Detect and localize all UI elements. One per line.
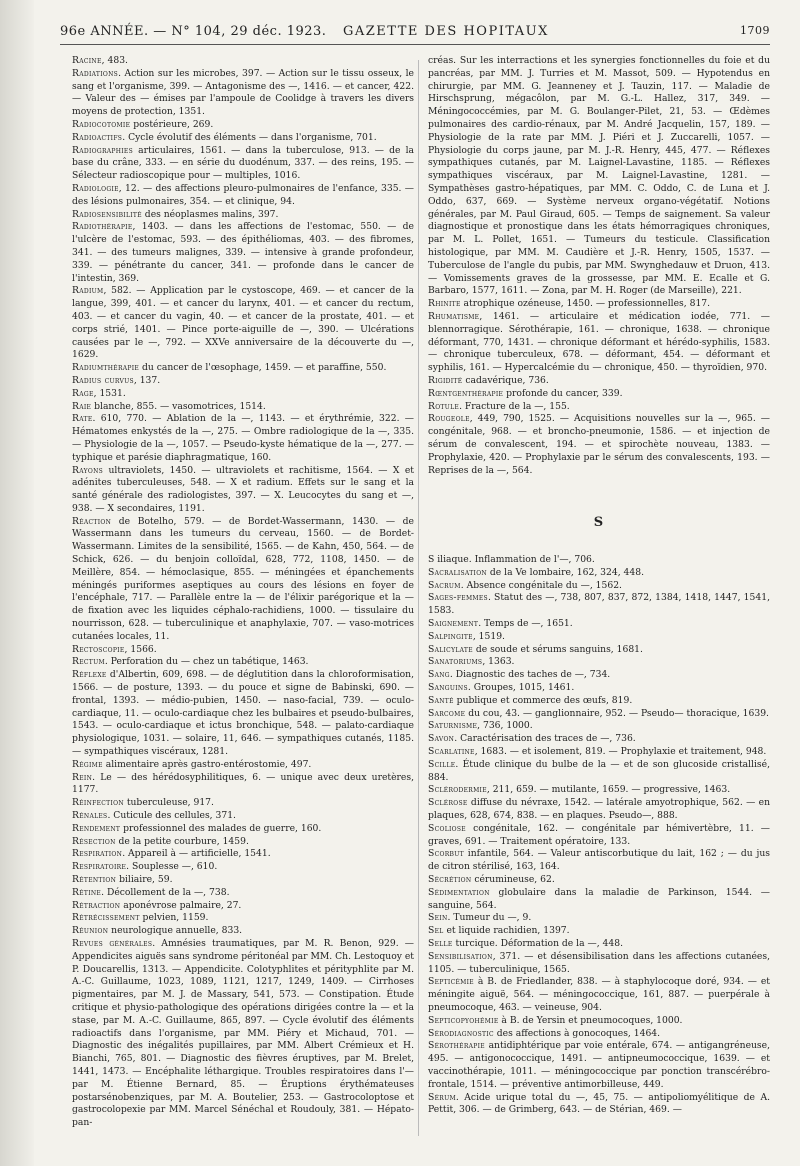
entry-text: des affections à gonocoques, 1464. xyxy=(493,1027,661,1039)
entry-text: à B. de Friedlander, 838. — à staphylocoque doré, 934. — et méningite aiguë, 564. — méningococcique, 161, 887. — puerpérale à pneumocoque, 463. — veineuse, 904. xyxy=(428,976,770,1013)
entry-text: . Étude clinique du bulbe de la — et de son glucoside cristallisé, 884. xyxy=(428,758,770,783)
entry-headword: Réinfection xyxy=(72,797,124,809)
entry-headword: Radiosensibilité xyxy=(72,208,142,220)
page-header xyxy=(60,20,770,42)
index-entry xyxy=(72,938,414,1130)
entry-headword: Scille xyxy=(428,758,456,770)
entry-text: créas. Sur les interractions et les synergies fonctionnelles du foie et du pancréas, par MM. J. Turries et M. Massot, 509. — Hypotendus en chirurgie, par MM. G. Jeanneney et J. Tauzin, 117. — Maladie de Hirschsprung, mégacôlon, par M. G.-L. Hallez, 317, 349. — Méningococcémies, par M. G. Boulanger-Pilet, 21, 53. — Œdèmes pulmonaires des cardio-rénaux, par M. André Jacquelin, 157, 189. — Physiologie de la rate par MM. J. Piéri et J. Zuccarelli, 1057. — Physiologie du corps jaune, par M. J.-R. Henry, 445, 477. — Réflexes sympathiques cutanés, par M. Laignel-Lavastine, 1185. — Réflexes sympathiques viscéraux, par M. Laignel-Lavastine, 1281. — Sympathèses gastro-hépatiques, par MM. C. Oddo, C. de Luna et J. Oddo, 637, 669. — Système nerveux organo-végétatif. Notions générales, par M. Paul Giraud, 605. — Temps de saignement. Sa valeur diagnostique et pronostique dans les états hémorragiques chroniques, par M. L. Pollet, 1651. — Tumeurs du testicule. Classification histologique, par MM. M. Caudière et J.-R. Henry, 1505, 1537. — Tuberculose de l'angle du pubis, par MM. Swynghedauw et Druon, 413. — Vomissements graves de la grossesse, par MM. E. Ecalle et G. Barbaro, 1577, 1611. — Zona, par M. H. Roger (de Marseille), 221. xyxy=(428,55,770,297)
entry-headword: Septicopyohémie xyxy=(428,1014,499,1026)
index-entry xyxy=(72,644,414,657)
entry-text: . Appareil à — artificielle, 1541. xyxy=(122,848,271,860)
entry-headword: Réflexe xyxy=(72,669,107,681)
entry-headword: Sacralisation xyxy=(428,566,487,578)
entry-headword: Rétraction xyxy=(72,899,121,911)
index-entry xyxy=(72,874,414,887)
entry-headword: Rectum xyxy=(72,656,105,668)
entry-text: , 1363. xyxy=(482,656,515,668)
entry-text: atrophique ozéneuse, 1450. — professionnelles, 817. xyxy=(460,298,711,310)
entry-headword: Scorbut xyxy=(428,848,464,860)
index-entry xyxy=(428,874,770,887)
index-entry xyxy=(428,848,770,874)
index-entry xyxy=(72,656,414,669)
index-entry xyxy=(428,695,770,708)
header-rule xyxy=(60,44,770,45)
index-entry xyxy=(72,861,414,874)
entry-text: d'Albertin, 609, 698. — de déglutition dans la chloroformisation, 1566. — de posture, 1393. — du pouce et signe de Babinski, 690. — frontal, 1393. — médio-pubien, 1450. — naso-facial, 739. — oculo-cardiaque, 11. — oculo-cardiaque chez les bulbaires et pseudo-bulbaires, 1543. — oculo-cardiaque et ictus bronchique, 548. — palato-cardiaque physiologique, 1031. — solaire, 11, 646. — sympathiques cutanés, 1185. — sympathiques viscéraux, 1281. xyxy=(72,669,414,758)
index-entry xyxy=(428,554,770,567)
index-entry xyxy=(428,784,770,797)
entry-text: du cou, 43. — ganglionnaire, 952. — Pseudo— thoracique, 1639. xyxy=(465,707,769,719)
entry-headword: Saturnisme xyxy=(428,720,478,732)
entry-headword: Rétrécissement xyxy=(72,912,140,924)
entry-text: . Caractérisation des traces de —, 736. xyxy=(454,733,636,745)
entry-text: turcique. Déformation de la —, 448. xyxy=(452,938,623,949)
entry-text: . 610, 770. — Ablation de la —, 1143. — et érythrémie, 322. — Hématomes enkystés de la —, 275. — Ombre radiologique de la —, 335. — Physiologie de la —, 1057. — Pseudo-kyste hématique de la —, 277. — typhique et parésie diaphragmatique, 160. xyxy=(72,413,414,463)
index-entry xyxy=(428,1092,770,1118)
entry-headword: Rétention xyxy=(72,874,117,885)
entry-text: . Perforation du — chez un tabétique, 1463. xyxy=(104,656,309,668)
index-entry xyxy=(72,55,414,68)
index-entry xyxy=(428,375,770,388)
entry-headword: Scoliose xyxy=(428,822,466,834)
entry-headword: Sanatoriums xyxy=(428,656,483,668)
entry-text: de Botelho, 579. — de Bordet-Wassermann, 1430. — de Wassermann dans les tumeurs du cerveau, 1560. — de Bordet-Wassermann. Limites de la sensibilité, 1565. — de Kahn, 450, 564. — de Schick, 626. — du benjoin colloïdal, 628, 772, 1108, 1450. — de Meillère, 854. — hémoclasique, 855. — méningées et épanchements méningés puriformes aseptiques au cours des lésions en foyer de l'encéphale, 717. — Parallèle entre la — de l'élixir parégorique et la — de fixation avec les liquides céphalo-rachidiens, 1000. — tissulaire du nourrisson, 628. — tuberculinique et anaphylaxie, 707. — vaso-motrices cutanées locales, 11. xyxy=(72,515,414,642)
entry-text: . Acide urique total du —, 45, 75. — antipoliomyélitique de A. Pettit, 306. — de Grimberg, 643. — de Stérian, 469. — xyxy=(428,1091,770,1116)
entry-headword: Sérum xyxy=(428,1091,456,1103)
entry-headword: Rœntgenthérapie xyxy=(428,387,504,399)
entry-text: . Temps de —, 1651. xyxy=(478,618,573,630)
entry-text: diffuse du névraxe, 1542. — latérale amyotrophique, 562. — en plaques, 628, 674, 838. — en plaques. Pseudo—, 888. xyxy=(428,797,770,822)
column-divider xyxy=(418,60,419,1136)
entry-text: aponévrose palmaire, 27. xyxy=(120,899,242,911)
entry-headword: Rougeole xyxy=(428,413,470,425)
entry-headword: Rendement xyxy=(72,822,121,834)
index-entry xyxy=(72,810,414,823)
entry-headword: Sacrum xyxy=(428,579,461,591)
entry-text: , 1403. — dans les affections de l'estomac, 550. — de l'ulcère de l'estomac, 593. — des épithéliomas, 403. — des fibromes, 341. — des tumeurs malignes, 339. — intensive à grande profondeur, 339. — pénétrante du cancer, 341. — profonde dans le cancer de l'intestin, 369. xyxy=(72,221,414,284)
entry-text: , 137. xyxy=(133,374,161,386)
index-entry xyxy=(72,465,414,516)
entry-text: articulaires, 1561. — dans la tuberculose, 913. — de la base du crâne, 333. — en série du duodénum, 337. — des reins, 195. — Sélecteur radioscopique pour — multiples, 1016. xyxy=(72,144,414,182)
index-entry xyxy=(72,516,414,644)
index-entry xyxy=(72,772,414,798)
entry-text: cadavérique, 736. xyxy=(462,374,549,386)
entry-text: . Statut des —, 738, 807, 837, 872, 1384, 1418, 1447, 1541, 1583. xyxy=(428,592,770,617)
entry-headword: Sclérodermie xyxy=(428,784,487,796)
issue-line: 96e ANNÉE. — N° 104, 29 déc. 1923. xyxy=(60,24,327,39)
entry-headword: Rate xyxy=(72,413,93,425)
entry-headword: Septicémie xyxy=(428,976,474,988)
entry-headword: Rayons xyxy=(72,464,104,476)
entry-headword: Respiration xyxy=(72,848,123,860)
entry-headword: Selle xyxy=(428,938,453,949)
index-entry xyxy=(72,413,414,464)
index-entry xyxy=(428,388,770,401)
entry-headword: Sang xyxy=(428,669,450,681)
entry-headword: Respiratoire xyxy=(72,861,127,873)
entry-text: . Absence congénitale du —, 1562. xyxy=(460,579,622,591)
entry-text: , 371. — et désensibilisation dans les affections cutanées, 1105. — tuberculinique, 1565. xyxy=(428,950,770,975)
index-entry xyxy=(72,375,414,388)
entry-text: tuberculeuse, 917. xyxy=(123,797,214,809)
index-entry xyxy=(428,682,770,695)
entry-text: biliaire, 59. xyxy=(116,874,173,885)
index-entry xyxy=(428,656,770,669)
entry-headword: Sein xyxy=(428,912,448,924)
index-entry xyxy=(72,221,414,285)
index-entry xyxy=(72,900,414,913)
index-entry xyxy=(72,887,414,900)
entry-headword: Rénales xyxy=(72,810,108,822)
entry-text: , 582. — Application par le cystoscope, 469. — et cancer de la langue, 399, 401. — et cancer du larynx, 401. — et cancer du rectum, 403. — et cancer du vagin, 40. — et cancer de la prostate, 401. — et corps strié, 1401. — Pince porte-aiguille de —, 390. — Ulcérations causées par le —, 792. — XXVe anniversaire de la découverte du —, 1629. xyxy=(72,285,414,361)
index-entry xyxy=(428,976,770,1014)
index-entry xyxy=(428,708,770,721)
index-entry xyxy=(428,746,770,759)
index-entry xyxy=(428,823,770,849)
index-entry xyxy=(72,912,414,925)
index-entry xyxy=(72,759,414,772)
entry-headword: Savon xyxy=(428,733,455,745)
entry-text: , 1461. — articulaire et médication iodée, 771. — blennorragique. Sérothérapie, 161. — chronique, 1638. — chronique déformant, 770, 1431. — chronique déformant et hérédo-syphilis, 1583. — chronique tuberculeux, 678. — déformant, 454. — déformant et syphilis, 161. — Hypercalcémie du — chronique, 450. — thyroïdien, 970. xyxy=(428,310,770,374)
entry-headword: Rhinite xyxy=(428,298,461,310)
index-entry xyxy=(72,401,414,414)
entry-headword: Radiothérapie xyxy=(72,221,133,233)
index-entry xyxy=(72,925,414,938)
entry-text: , 12. — des affections pleuro-pulmonaires de l'enfance, 335. — des lésions pulmonaires, 354. — et clinique, 94. xyxy=(72,182,414,207)
entry-text: , 1519. xyxy=(472,630,505,642)
index-entry xyxy=(428,55,770,298)
index-entry xyxy=(72,823,414,836)
entry-headword: Réaction xyxy=(72,515,112,527)
entry-headword: Rein xyxy=(72,771,93,783)
entry-text: , 736, 1000. xyxy=(477,720,533,732)
entry-headword: Rétine xyxy=(72,886,102,898)
index-entry xyxy=(428,759,770,785)
index-entry xyxy=(428,669,770,682)
entry-headword: Santé xyxy=(428,694,454,706)
entry-text: . Cycle évolutif des éléments — dans l'organisme, 701. xyxy=(122,131,377,143)
entry-text: , 1531. xyxy=(93,387,126,399)
entry-text: et liquide rachidien, 1397. xyxy=(443,925,570,937)
index-entry xyxy=(72,183,414,209)
index-entry xyxy=(428,912,770,925)
index-entry xyxy=(428,567,770,580)
entry-text: publique et commerce des œufs, 819. xyxy=(453,694,633,706)
entry-headword: Racine xyxy=(72,55,102,66)
entry-text: de la petite courbure, 1459. xyxy=(115,835,249,847)
entry-headword: Scarlatine xyxy=(428,746,475,758)
index-entry xyxy=(72,669,414,759)
entry-text: ultraviolets, 1450. — ultraviolets et rachitisme, 1564. — X et adénites tuberculeuses, 548. — X et radium. Effets sur le sang et la santé générale des radiologistes, 397. — X. Leucocytes du sang et —, 938. — X secondaires, 1191. xyxy=(72,464,414,514)
index-entry xyxy=(428,887,770,913)
entry-text: pelvien, 1159. xyxy=(139,912,209,924)
index-entry xyxy=(72,119,414,132)
entry-headword: Réunion xyxy=(72,925,109,937)
entry-text: alimentaire après gastro-entérostomie, 497. xyxy=(102,758,312,770)
entry-headword: Salpingite xyxy=(428,630,473,642)
entry-headword: Radiographies xyxy=(72,144,134,156)
index-entry xyxy=(428,592,770,618)
entry-text: à B. de Yersin et pneumocoques, 1000. xyxy=(498,1014,683,1026)
index-entry xyxy=(72,132,414,145)
entry-text: cérumineuse, 62. xyxy=(471,874,555,886)
entry-headword: Radium xyxy=(72,285,104,297)
entry-text: du cancer de l'œsophage, 1459. — et paraffine, 550. xyxy=(139,362,387,374)
index-entry xyxy=(72,209,414,222)
index-entry xyxy=(428,298,770,311)
entry-text: . Le — des hérédosyphilitiques, 6. — unique avec deux uretères, 1177. xyxy=(72,771,414,796)
entry-headword: Radiologie xyxy=(72,182,119,194)
entry-text: professionnel des malades de guerre, 160. xyxy=(120,822,322,834)
entry-headword: Saignement xyxy=(428,618,479,630)
entry-headword: Radiumthérapie xyxy=(72,362,140,374)
s-entries xyxy=(428,554,770,1117)
index-entry xyxy=(428,925,770,938)
index-entry xyxy=(428,951,770,977)
entry-headword: Sarcome xyxy=(428,707,466,719)
entry-text: blanche, 855. — vasomotrices, 1514. xyxy=(91,400,266,412)
entry-headword: Rectoscopie xyxy=(72,643,125,655)
entry-headword: Sclérose xyxy=(428,797,468,809)
entry-headword: Radiocotomie xyxy=(72,118,131,130)
entry-text: . Fracture de la —, 155. xyxy=(459,400,570,412)
entry-text: . Groupes, 1015, 1461. xyxy=(467,682,575,694)
entry-text: . Tumeur du —, 9. xyxy=(447,912,532,924)
index-entry xyxy=(428,413,770,477)
entry-text: infantile, 564. — Valeur antiscorbutique du lait, 162 ; — du jus de citron stérilisé, 163, 164. xyxy=(428,848,770,873)
index-entry xyxy=(428,618,770,631)
entry-text: des néoplasmes malins, 397. xyxy=(141,208,279,220)
section-letter: S xyxy=(593,515,605,531)
entry-text: globulaire dans la maladie de Parkinson, 1544. — sanguine, 564. xyxy=(428,886,770,911)
index-entry xyxy=(428,644,770,657)
entry-headword: Rigidité xyxy=(428,374,463,386)
r-entries-continued xyxy=(428,55,770,477)
index-entry xyxy=(428,733,770,746)
entry-text: . Cuticule des cellules, 371. xyxy=(107,810,236,822)
entry-headword: Sédimentation xyxy=(428,886,490,898)
index-entry xyxy=(428,631,770,644)
entry-text: de soude et sérums sanguins, 1681. xyxy=(472,643,643,655)
index-entry xyxy=(428,311,770,375)
entry-text: , 449, 790, 1525. — Acquisitions nouvelles sur la —, 965. — congénitale, 968. — et broncho-pneumonie, 1586. — et injection de sérum de convalescent, 194. — et spirochète nouveau, 1383. — Prophylaxie, 420. — Prophylaxie par le sérum des convalescents, 193. — Reprises de la —, 564. xyxy=(428,413,770,476)
index-entry xyxy=(72,145,414,183)
entry-headword: Rhumatisme xyxy=(428,310,480,322)
entry-headword: Rage xyxy=(72,387,94,399)
entry-headword: Sensibilisation xyxy=(428,950,493,962)
entry-text: profonde du cancer, 339. xyxy=(503,387,623,399)
entry-text: congénitale, 162. — congénitale par hémivertèbre, 11. — graves, 691. — Traitement opératoire, 133. xyxy=(428,822,770,847)
left-column xyxy=(72,55,414,1130)
entry-headword: Rotule xyxy=(428,400,460,412)
index-entry xyxy=(72,285,414,362)
index-entry xyxy=(72,836,414,849)
entry-text: de la Ve lombaire, 162, 324, 448. xyxy=(486,566,644,578)
index-entry xyxy=(72,68,414,119)
entry-headword: Raie xyxy=(72,400,92,412)
entry-text: , 483. xyxy=(101,55,128,66)
index-entry xyxy=(428,1040,770,1091)
entry-text: neurologique annuelle, 833. xyxy=(108,925,243,937)
journal-title: GAZETTE DES HOPITAUX xyxy=(343,24,549,39)
entry-text: S iliaque. Inflammation de l'—, 706. xyxy=(428,554,595,566)
entry-headword: Sages-femmes xyxy=(428,592,488,604)
index-entry xyxy=(72,848,414,861)
entry-headword: Revues générales xyxy=(72,937,153,949)
index-entry xyxy=(428,720,770,733)
entry-text: . Action sur les microbes, 397. — Action sur le tissu osseux, le sang et l'organisme, 399. — Antagonisme des —, 1416. — et cancer, 422. — Valeur des — émises par l'ampoule de Coolidge à travers les divers moyens de protection, 1351. xyxy=(72,67,414,118)
index-entry xyxy=(428,580,770,593)
entry-text: . Diagnostic des taches de —, 734. xyxy=(449,669,611,681)
entry-text: , 211, 659. — mutilante, 1659. — progressive, 1463. xyxy=(486,784,731,796)
entry-text: . Décollement de la —, 738. xyxy=(101,886,230,898)
entry-text: , 1566. xyxy=(124,643,157,655)
scan-edge xyxy=(0,0,34,1166)
entry-headword: Radioactifs xyxy=(72,131,123,143)
entry-headword: Radiations xyxy=(72,67,119,79)
index-entry xyxy=(428,401,770,414)
index-entry xyxy=(428,1015,770,1028)
entry-text: , 1683. — et isolement, 819. — Prophylaxie et traitement, 948. xyxy=(474,746,767,758)
index-entry xyxy=(72,388,414,401)
entry-headword: Sérothérapie xyxy=(428,1040,485,1052)
page-number: 1709 xyxy=(740,24,770,37)
entry-headword: Sel xyxy=(428,925,444,937)
right-column xyxy=(428,55,770,1117)
entry-text: . Amnésies traumatiques, par M. R. Benon, 929. — Appendicites aiguës sans syndrome péritonéal par MM. Ch. Lestoquoy et P. Doucarellis, 1313. — Appendicite. Colotyphlites et pérityphlite par M. A.-C. Guillaume, 1023, 1089, 1121, 1217, 1249, 1409. — Cirrhoses pigmentaires, par M. J. de Massary, 541, 573. — Constipation. Étude critique et physio-pathologique des opérations dirigées contre la — et la stase, par M. A.-C. Guillaume, 865, 897. — Cycle évolutif des éléments radioactifs dans l'organisme, par MM. Piéry et Michaud, 701. — Diagnostic des inégalités pupillaires, par MM. Albert Crémieux et H. Bianchi, 765, 801. — Diagnostic des fièvres éruptives, par M. Brelet, 1441, 1473. — Encéphalite léthargique. Troubles respiratoires dans l'— par M. Étienne Bernard, 85. — Éruptions érythémateuses postarsénobenziques, par M. A. Boutelier, 253. — Gastrocoloptose et gastrocolopexie par MM. Marcel Sénéchal et Roudouly, 381. — Hépato-pan- xyxy=(72,937,414,1129)
entry-text: antidiphtérique par voie entérale, 674. — antigangréneuse, 495. — antigonococcique, 1491. — antipneumococcique, 1639. — et vaccinothérapie, 1011. — méningococcique par ponction transcérébro-frontale, 1514. — préventive antimorbilleuse, 449. xyxy=(428,1040,770,1090)
index-entry xyxy=(72,362,414,375)
index-entry xyxy=(428,1028,770,1041)
entry-text: . Souplesse —, 610. xyxy=(126,861,218,873)
entry-headword: Salicylate xyxy=(428,643,473,655)
entry-headword: Sérodiagnostic xyxy=(428,1027,494,1039)
entry-headword: Régime xyxy=(72,758,103,770)
entry-headword: Radius curvus xyxy=(72,374,134,386)
entry-headword: Sécrétion xyxy=(428,874,472,886)
entry-headword: Résection xyxy=(72,835,116,847)
entry-text: postérieure, 269. xyxy=(130,118,214,130)
index-entry xyxy=(428,797,770,823)
index-entry xyxy=(72,797,414,810)
entry-headword: Sanguins xyxy=(428,682,468,694)
index-entry xyxy=(428,938,770,951)
